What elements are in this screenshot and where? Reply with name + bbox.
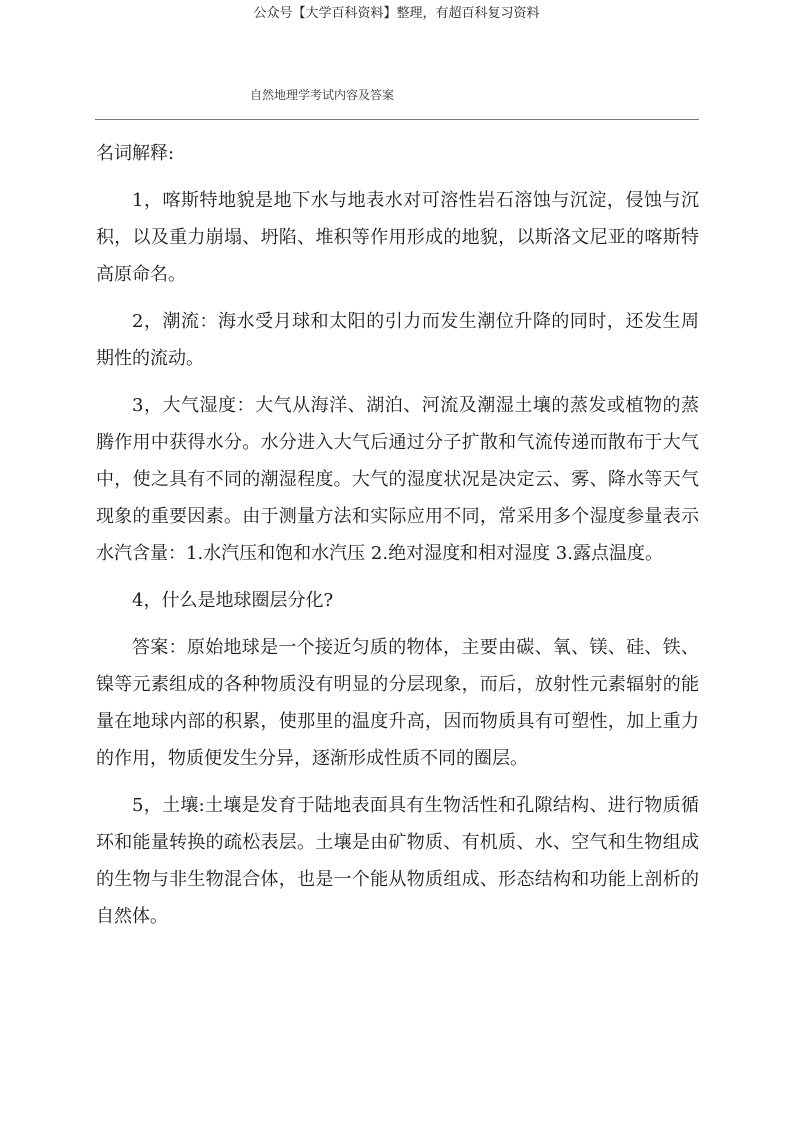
document-body xyxy=(96,135,699,945)
paragraph-question-4: 4，什么是地球圈层分化? xyxy=(132,590,334,611)
paragraph-answer-4: 答案：原始地球是一个接近匀质的物体，主要由碳、氧、镁、硅、铁、镍等元素组成的各种物质没有明显的分层现象，而后，放射性元素辐射的能量在地球内部的积累，使那里的温度升高，因而物质具有可塑性，加上重力的作用，物质便发生分异，逐渐形成性质不同的圈层。 xyxy=(96,637,699,769)
top-banner: 公众号【大学百科资料】整理，有超百科复习资料 xyxy=(253,6,540,21)
document-header: 自然地理学考试内容及答案 xyxy=(250,88,395,102)
paragraph-humidity: 3，大气湿度：大气从海洋、湖泊、河流及潮湿土壤的蒸发或植物的蒸腾作用中获得水分。水分进入大气后通过分子扩散和气流传递而散布于大气中，使之具有不同的潮湿程度。大气的湿度状况是决定云、雾、降水等天气现象的重要因素。由于测量方法和实际应用不同，常采用多个湿度参量表示水汽含量：1.水汽压和饱和水汽压 2.绝对湿度和相对湿度 3.露点温度。 xyxy=(96,395,699,564)
section-title: 名词解释: xyxy=(96,143,175,164)
paragraph-tidal-current: 2，潮流：海水受月球和太阳的引力而发生潮位升降的同时，还发生周期性的流动。 xyxy=(96,311,699,369)
paragraph-karst: 1，喀斯特地貌是地下水与地表水对可溶性岩石溶蚀与沉淀，侵蚀与沉积，以及重力崩塌、坍陷、堆积等作用形成的地貌，以斯洛文尼亚的喀斯特高原命名。 xyxy=(96,190,699,285)
header-divider xyxy=(95,119,699,120)
paragraph-soil: 5，土壤:土壤是发育于陆地表面具有生物活性和孔隙结构、进行物质循环和能量转换的疏松表层。土壤是由矿物质、有机质、水、空气和生物组成的生物与非生物混合体，也是一个能从物质组成、形态结构和功能上剖析的自然体。 xyxy=(96,795,699,927)
